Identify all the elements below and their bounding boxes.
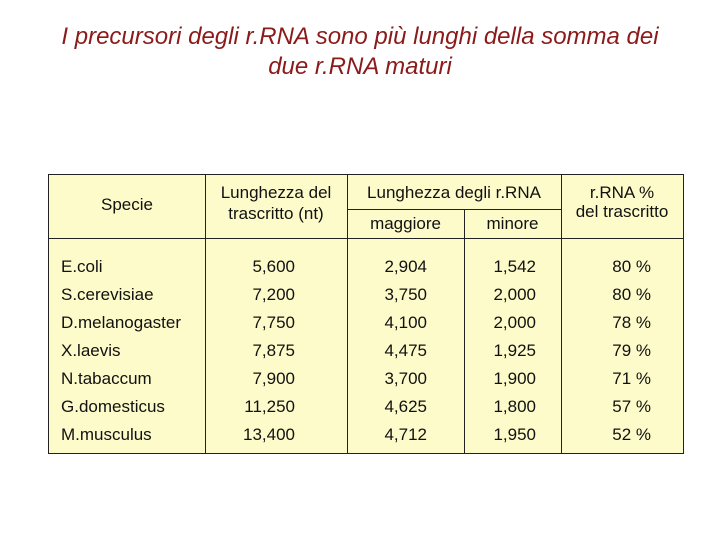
header-transcript-line-2: trascritto (nt): [228, 204, 324, 223]
species-cell: G.domesticus: [61, 397, 165, 416]
transcript-cell: 7,875: [252, 341, 295, 360]
major-cell: 3,700: [384, 369, 427, 388]
major-cell: 4,475: [384, 341, 427, 360]
transcript-cell: 7,900: [252, 369, 295, 388]
minor-cell: 2,000: [493, 313, 536, 332]
page-title: [20, 22, 700, 82]
header-rrna-length: Lunghezza degli r.RNA: [367, 183, 541, 202]
minor-cell: 1,800: [493, 397, 536, 416]
transcript-cell: 11,250: [244, 397, 295, 416]
title-line-1: I precursori degli r.RNA sono più lunghi della somma dei: [61, 23, 659, 50]
major-cell: 4,712: [384, 425, 427, 444]
species-cell: S.cerevisiae: [61, 285, 154, 304]
transcript-cell: 13,400: [243, 425, 295, 444]
header-species: Specie: [101, 195, 153, 214]
species-cell: E.coli: [61, 257, 103, 276]
header-minor: minore: [486, 214, 539, 233]
major-cell: 2,904: [384, 257, 427, 276]
percent-cell: 80 %: [612, 257, 651, 276]
header-divider: [49, 238, 683, 239]
species-cell: M.musculus: [61, 425, 152, 444]
species-cell: N.tabaccum: [61, 369, 152, 388]
minor-cell: 1,925: [493, 341, 536, 360]
header-transcript-line-1: Lunghezza del: [220, 183, 332, 202]
transcript-cell: 7,200: [252, 285, 295, 304]
minor-cell: 2,000: [493, 285, 536, 304]
percent-cell: 80 %: [612, 285, 651, 304]
percent-cell: 71 %: [612, 369, 651, 388]
major-cell: 4,100: [384, 313, 427, 332]
percent-cell: 79 %: [612, 341, 651, 360]
minor-cell: 1,542: [493, 257, 536, 276]
header-percent-line-2: del trascritto: [575, 202, 669, 221]
major-cell: 3,750: [384, 285, 427, 304]
subheader-divider: [347, 209, 561, 210]
species-cell: X.laevis: [61, 341, 121, 360]
major-cell: 4,625: [384, 397, 427, 416]
species-cell: D.melanogaster: [61, 313, 182, 332]
transcript-cell: 7,750: [252, 313, 295, 332]
header-percent-line-1: r.RNA %: [589, 183, 655, 202]
percent-cell: 57 %: [612, 397, 651, 416]
percent-cell: 78 %: [612, 313, 651, 332]
rrna-table: [48, 174, 684, 454]
title-line-2: due r.RNA maturi: [268, 53, 452, 80]
minor-cell: 1,900: [493, 369, 536, 388]
transcript-cell: 5,600: [252, 257, 295, 276]
header-major: maggiore: [370, 214, 441, 233]
percent-cell: 52 %: [612, 425, 651, 444]
minor-cell: 1,950: [493, 425, 536, 444]
